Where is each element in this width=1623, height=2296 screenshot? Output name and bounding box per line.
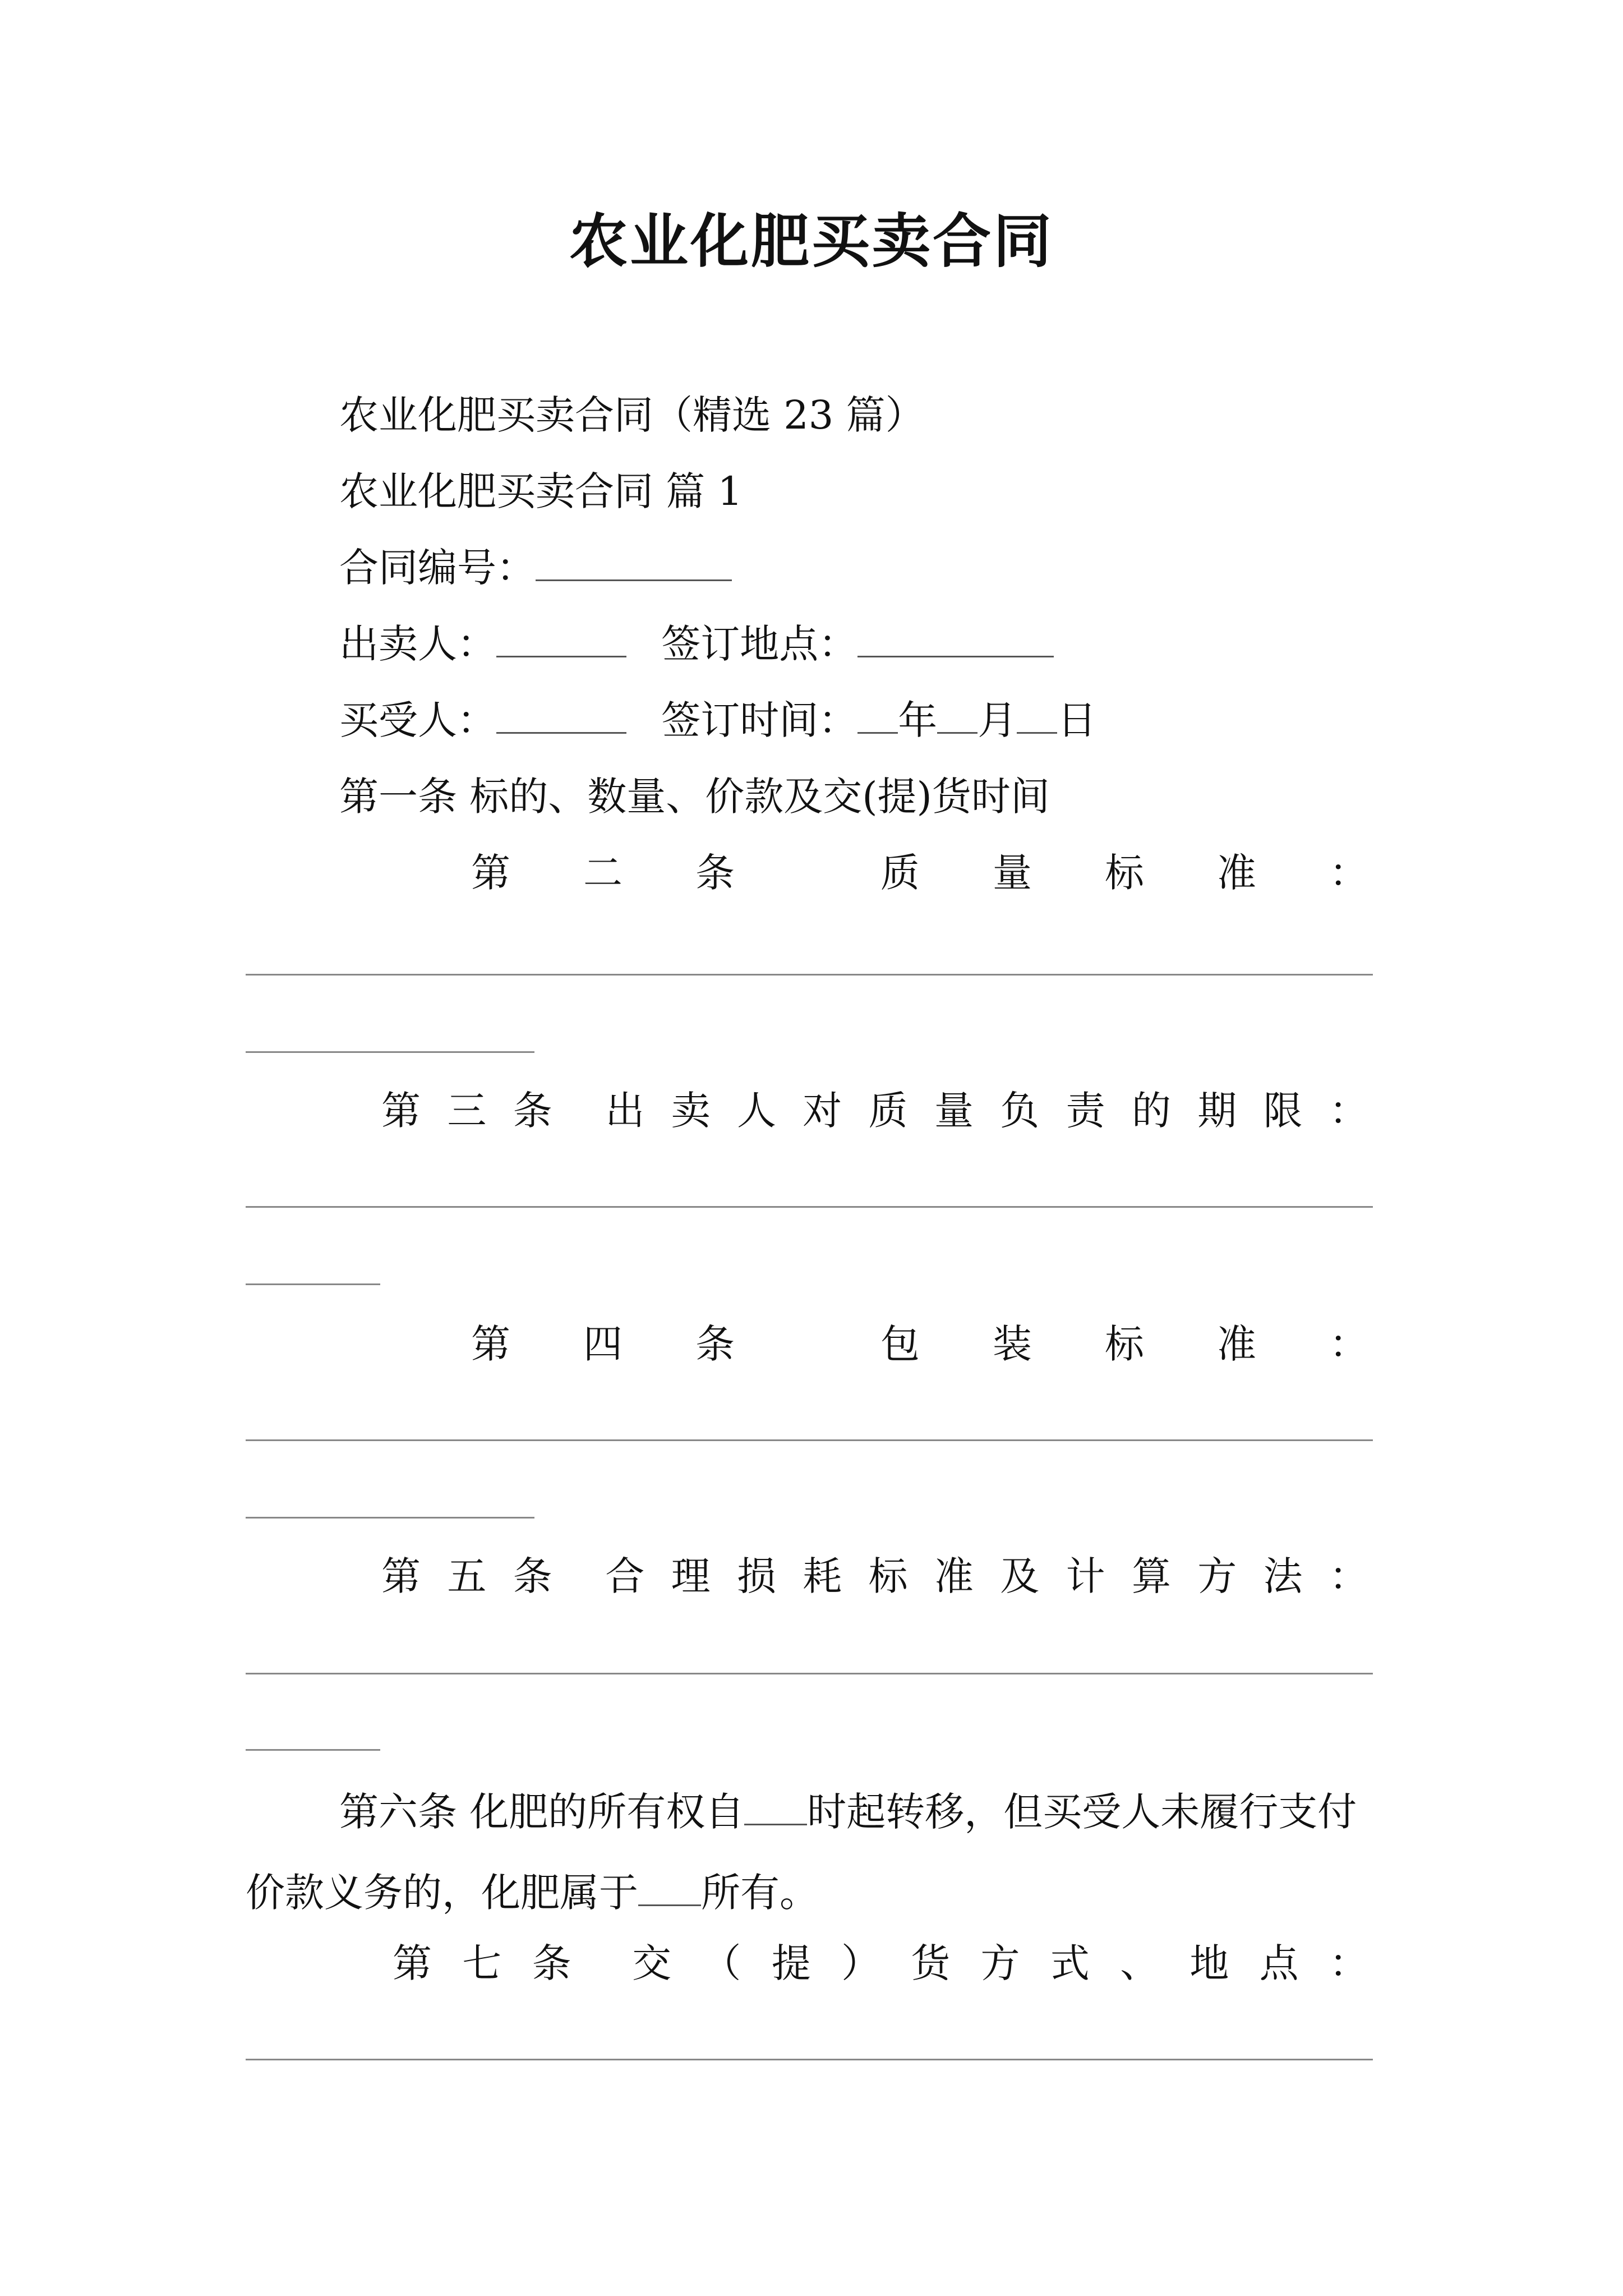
article-5-char: ： [1329, 1553, 1368, 1599]
article-2-heading [471, 845, 1368, 901]
article-3-char: 期 [1197, 1088, 1237, 1134]
article-4-char: 第 [471, 1321, 510, 1367]
article-3-fill-line-2[interactable] [246, 1283, 380, 1285]
article-5-char: 理 [671, 1553, 711, 1599]
article-2-char: 二 [583, 850, 623, 896]
article-7-char: 条 [532, 1940, 571, 1986]
article-7-char: 第 [393, 1940, 432, 1986]
article-4-fill-line-1[interactable] [246, 1439, 1373, 1441]
day-label: 日 [1057, 697, 1097, 743]
article-7-char: 交 [632, 1940, 672, 1986]
contract-number-field[interactable] [536, 546, 732, 581]
article-5-char: 法 [1263, 1553, 1303, 1599]
article-2-char: 第 [471, 850, 510, 896]
article-4-char: 四 [583, 1321, 623, 1367]
ownership-transfer-field[interactable] [744, 1792, 807, 1825]
year-label: 年 [898, 697, 938, 743]
article-5-char: 第 [381, 1553, 421, 1599]
article-3-char: 条 [513, 1088, 552, 1134]
article-2-char: 条 [695, 850, 735, 896]
article-5-char: 标 [868, 1553, 908, 1599]
article-7-fill-line-1[interactable] [246, 2059, 1373, 2060]
article-7-char: （ [702, 1940, 741, 1986]
article-3-char: 对 [803, 1088, 842, 1134]
document-title: 农业化肥买卖合同 [569, 206, 1054, 275]
article-5-fill-line-1[interactable] [246, 1673, 1373, 1674]
month-field[interactable] [937, 698, 978, 734]
article-3-char: 出 [605, 1088, 645, 1134]
article-7-char: 式 [1050, 1940, 1090, 1986]
article-3-char: 量 [934, 1088, 974, 1134]
article-6-text-3: 所有。 [701, 1870, 819, 1916]
article-4-fill-line-2[interactable] [246, 1517, 534, 1519]
article-3-char: 限 [1263, 1088, 1303, 1134]
year-field[interactable] [857, 698, 898, 734]
seller-field[interactable] [496, 622, 626, 657]
article-7-char: 货 [911, 1940, 951, 1986]
buyer-line [339, 692, 1096, 748]
contract-number-line [339, 540, 732, 596]
article-3-char: 第 [381, 1088, 421, 1134]
article-4-char: 准 [1217, 1321, 1256, 1367]
article-7-heading [393, 1935, 1368, 1991]
article-3-fill-line-1[interactable] [246, 1206, 1373, 1208]
article-5-char: 计 [1066, 1553, 1105, 1599]
article-2-char: 质 [880, 850, 920, 896]
seller-label: 出卖人： [339, 621, 496, 667]
article-5-char: 损 [736, 1553, 776, 1599]
article-5-char: 及 [1000, 1553, 1040, 1599]
ownership-holder-field[interactable] [638, 1873, 701, 1906]
article-5-char: 五 [447, 1553, 487, 1599]
article-3-heading [381, 1083, 1368, 1139]
article-7-char: 地 [1189, 1940, 1229, 1986]
article-3-char: 负 [1000, 1088, 1040, 1134]
article-7-char: 七 [462, 1940, 502, 1986]
article-4-heading [471, 1316, 1368, 1372]
article-3-char: 质 [868, 1088, 908, 1134]
article-5-char: 算 [1131, 1553, 1171, 1599]
sign-place-label: 签订地点： [661, 621, 858, 667]
article-7-char: ： [1329, 1940, 1368, 1986]
article-7-char: 提 [771, 1940, 811, 1986]
article-5-heading [381, 1548, 1368, 1604]
article-7-char: ） [841, 1940, 880, 1986]
seller-line [339, 616, 1054, 672]
sign-place-field[interactable] [857, 622, 1054, 657]
article-7-char: 、 [1120, 1940, 1160, 1986]
article-2-char: ： [1329, 850, 1368, 896]
article-2-char: 标 [1105, 850, 1144, 896]
article-5-char: 合 [605, 1553, 645, 1599]
article-5-char: 条 [513, 1553, 552, 1599]
document-subtitle: 农业化肥买卖合同（精选 23 篇） [339, 392, 925, 438]
article-5-char: 耗 [803, 1553, 842, 1599]
sign-time-label: 签订时间： [661, 697, 858, 743]
article-3-char: 人 [736, 1088, 776, 1134]
article-5-char: 准 [934, 1553, 974, 1599]
article-3-char: 三 [447, 1088, 487, 1134]
section-heading: 农业化肥买卖合同 篇 1 [339, 468, 743, 514]
contract-number-label: 合同编号： [339, 545, 536, 591]
day-field[interactable] [1017, 698, 1057, 734]
article-3-char: ： [1329, 1088, 1368, 1134]
article-4-char: 标 [1105, 1321, 1144, 1367]
article-6-text-1: 第六条 化肥的所有权自 [339, 1789, 745, 1835]
month-label: 月 [978, 697, 1017, 743]
article-2-fill-line-1[interactable] [246, 974, 1373, 976]
article-3-char: 责 [1066, 1088, 1105, 1134]
article-3-char: 卖 [671, 1088, 711, 1134]
article-3-char: 的 [1131, 1088, 1171, 1134]
article-6 [246, 1772, 1390, 1933]
article-4-char: 条 [695, 1321, 735, 1367]
article-5-fill-line-2[interactable] [246, 1749, 380, 1751]
buyer-field[interactable] [496, 698, 626, 734]
article-7-char: 方 [980, 1940, 1020, 1986]
article-1: 第一条 标的、数量、价款及交(提)货时间 [339, 774, 1050, 820]
article-4-char: ： [1329, 1321, 1368, 1367]
article-4-char: 包 [880, 1321, 920, 1367]
article-2-fill-line-2[interactable] [246, 1051, 534, 1053]
article-4-char: 装 [993, 1321, 1032, 1367]
article-6-text-2: 时起转移，但买受人未履行支付价款义务的，化肥属于 [246, 1789, 1357, 1916]
buyer-label: 买受人： [339, 697, 496, 743]
article-5-char: 方 [1197, 1553, 1237, 1599]
article-2-char: 量 [993, 850, 1032, 896]
article-2-char: 准 [1217, 850, 1256, 896]
article-7-char: 点 [1259, 1940, 1299, 1986]
